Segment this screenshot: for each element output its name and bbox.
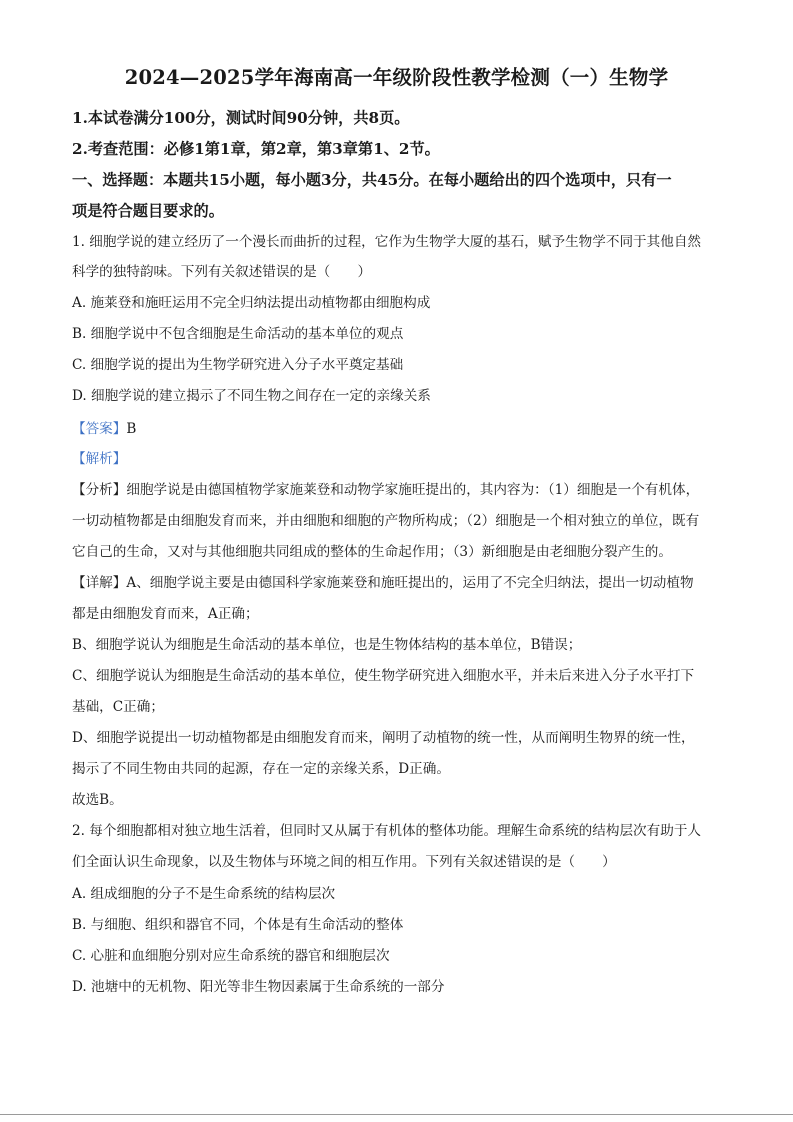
q1-stem-line-1: 1. 细胞学说的建立经历了一个漫长而曲折的过程，它作为生物学大厦的基石，赋予生物学不同于其他自然 <box>72 234 702 250</box>
q1-option-d: D. 细胞学说的建立揭示了不同生物之间存在一定的亲缘关系 <box>72 388 431 404</box>
q1-option-c: C. 细胞学说的提出为生物学研究进入分子水平奠定基础 <box>72 357 404 373</box>
q1-detail-line-7: 揭示了不同生物由共同的起源，存在一定的亲缘关系，D正确。 <box>72 761 450 777</box>
q2-stem-line-2: 们全面认识生命现象，以及生物体与环境之间的相互作用。下列有关叙述错误的是（ ） <box>72 854 616 870</box>
q1-analysis-line-1: 【分析】细胞学说是由德国植物学家施莱登和动物学家施旺提出的，其内容为：（1）细胞是一个有机体， <box>72 482 700 498</box>
q1-detail-line-3: B、细胞学说认为细胞是生命活动的基本单位，也是生物体结构的基本单位，B错误； <box>72 637 582 653</box>
q2-stem-line-1: 2. 每个细胞都相对独立地生活着，但同时又从属于有机体的整体功能。理解生命系统的结构层次有助于人 <box>72 823 702 839</box>
note-line-1: 1.本试卷满分100分，测试时间90分钟，共8页。 <box>72 109 410 127</box>
page-title: 2024—2025学年海南高一年级阶段性教学检测（一）生物学 <box>124 66 669 89</box>
q1-stem-line-2: 科学的独特韵味。下列有关叙述错误的是（ ） <box>72 264 372 280</box>
q1-detail-line-2: 都是由细胞发育而来，A正确； <box>72 606 259 622</box>
section-header-line-2: 项是符合题目要求的。 <box>72 202 224 220</box>
analysis-label: 【解析】 <box>72 451 127 467</box>
q1-detail-line-6: D、细胞学说提出一切动植物都是由细胞发育而来，阐明了动植物的统一性，从而阐明生物界的统一性， <box>72 730 695 746</box>
q2-option-b: B. 与细胞、组织和器官不同，个体是有生命活动的整体 <box>72 917 404 933</box>
q1-detail-line-5: 基础，C正确； <box>72 699 164 715</box>
note-line-2: 2.考查范围：必修1第1章，第2章，第3章第1、2节。 <box>72 140 440 158</box>
q1-detail-line-4: C、细胞学说认为细胞是生命活动的基本单位，使生物学研究进入细胞水平，并未后来进入分子水平打下 <box>72 668 695 684</box>
q1-detail-line-1: 【详解】A、细胞学说主要是由德国科学家施莱登和施旺提出的，运用了不完全归纳法，提出一切动植物 <box>72 575 694 591</box>
q1-analysis-line-2: 一切动植物都是由细胞发育而来，并由细胞和细胞的产物所构成；（2）细胞是一个相对独立的单位，既有 <box>72 513 700 529</box>
q2-option-c: C. 心脏和血细胞分别对应生命系统的器官和细胞层次 <box>72 948 390 964</box>
q2-option-a: A. 组成细胞的分子不是生命系统的结构层次 <box>72 886 336 902</box>
q1-option-a: A. 施莱登和施旺运用不完全归纳法提出动植物都由细胞构成 <box>72 295 431 311</box>
q1-detail-line-8: 故选B。 <box>72 792 123 808</box>
answer-value: B <box>126 421 137 437</box>
page-bottom-divider <box>0 1114 793 1115</box>
q1-option-b: B. 细胞学说中不包含细胞是生命活动的基本单位的观点 <box>72 326 404 342</box>
section-header-line-1: 一、选择题：本题共15小题，每小题3分，共45分。在每小题给出的四个选项中，只有一 <box>72 171 672 189</box>
q1-answer <box>72 419 136 439</box>
q2-option-d: D. 池塘中的无机物、阳光等非生物因素属于生命系统的一部分 <box>72 979 445 995</box>
answer-label: 【答案】 <box>72 421 127 437</box>
q1-analysis-line-3: 它自己的生命，又对与其他细胞共同组成的整体的生命起作用；（3）新细胞是由老细胞分裂产生的。 <box>72 544 672 560</box>
